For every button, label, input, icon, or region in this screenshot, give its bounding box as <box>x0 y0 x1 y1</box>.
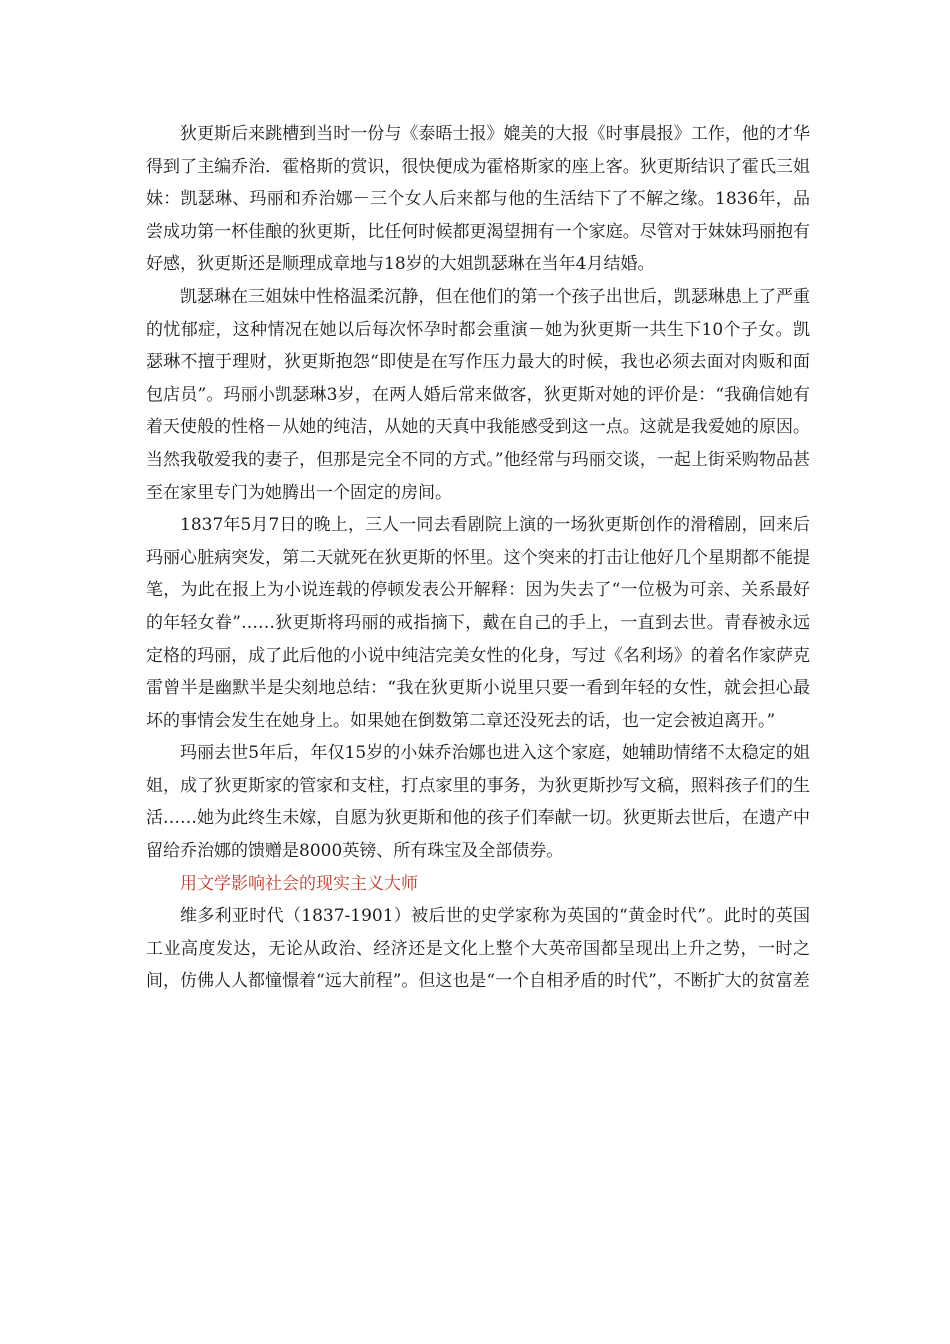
paragraph-2: 凯瑟琳在三姐妹中性格温柔沉静，但在他们的第一个孩子出世后，凯瑟琳患上了严重的忧郁症，这种情况在她以后每次怀孕时都会重演－她为狄更斯一共生下10个子女。凯瑟琳不擅于理财，狄更斯抱怨“即使是在写作压力最大的时候，我也必须去面对肉贩和面包店员”。玛丽小凯瑟琳3岁，在两人婚后常来做客，狄更斯对她的评价是：“我确信她有着天使般的性格－从她的纯洁，从她的天真中我能感受到这一点。这就是我爱她的原因。当然我敬爱我的妻子，但那是完全不同的方式。”他经常与玛丽交谈，一起上街采购物品甚至在家里专门为她腾出一个固定的房间。 <box>146 286 810 503</box>
paragraph-5: 维多利亚时代（1837-1901）被后世的史学家称为英国的“黄金时代”。此时的英国工业高度发达，无论从政治、经济还是文化上整个大英帝国都呈现出上升之势，一时之间，仿佛人人都憧憬着“远大前程”。但这也是“一个自相矛盾的时代”，不断扩大的贫富差 <box>146 906 810 992</box>
paragraph-1: 狄更斯后来跳槽到当时一份与《泰晤士报》媲美的大报《时事晨报》工作，他的才华得到了主编乔治．霍格斯的赏识，很快便成为霍格斯家的座上客。狄更斯结识了霍氏三姐妹：凯瑟琳、玛丽和乔治娜－三个女人后来都与他的生活结下了不解之缘。1836年，品尝成功第一杯佳酿的狄更斯，比任何时候都更渴望拥有一个家庭。尽管对于妹妹玛丽抱有好感，狄更斯还是顺理成章地与18岁的大姐凯瑟琳在当年4月结婚。 <box>146 124 810 275</box>
paragraph-4: 玛丽去世5年后，年仅15岁的小妹乔治娜也进入这个家庭，她辅助情绪不太稳定的姐姐，成了狄更斯家的管家和支柱，打点家里的事务，为狄更斯抄写文稿，照料孩子们的生活……她为此终生未嫁，自愿为狄更斯和他的孩子们奉献一切。狄更斯去世后，在遗产中留给乔治娜的馈赠是8000英镑、所有珠宝及全部债券。 <box>146 743 810 862</box>
document-page <box>146 118 810 998</box>
section-heading: 用文学影响社会的现实主义大师 <box>180 873 418 894</box>
paragraph-3: 1837年5月7日的晚上，三人一同去看剧院上演的一场狄更斯创作的滑稽剧，回来后玛丽心脏病突发，第二天就死在狄更斯的怀里。这个突来的打击让他好几个星期都不能提笔，为此在报上为小说连载的停顿发表公开解释：因为失去了“一位极为可亲、关系最好的年轻女眷”……狄更斯将玛丽的戒指摘下，戴在自己的手上，一直到去世。青春被永远定格的玛丽，成了此后他的小说中纯洁完美女性的化身，写过《名利场》的着名作家萨克雷曾半是幽默半是尖刻地总结：“我在狄更斯小说里只要一看到年轻的女性，就会担心最坏的事情会发生在她身上。如果她在倒数第二章还没死去的话，也一定会被迫离开。” <box>146 515 810 731</box>
